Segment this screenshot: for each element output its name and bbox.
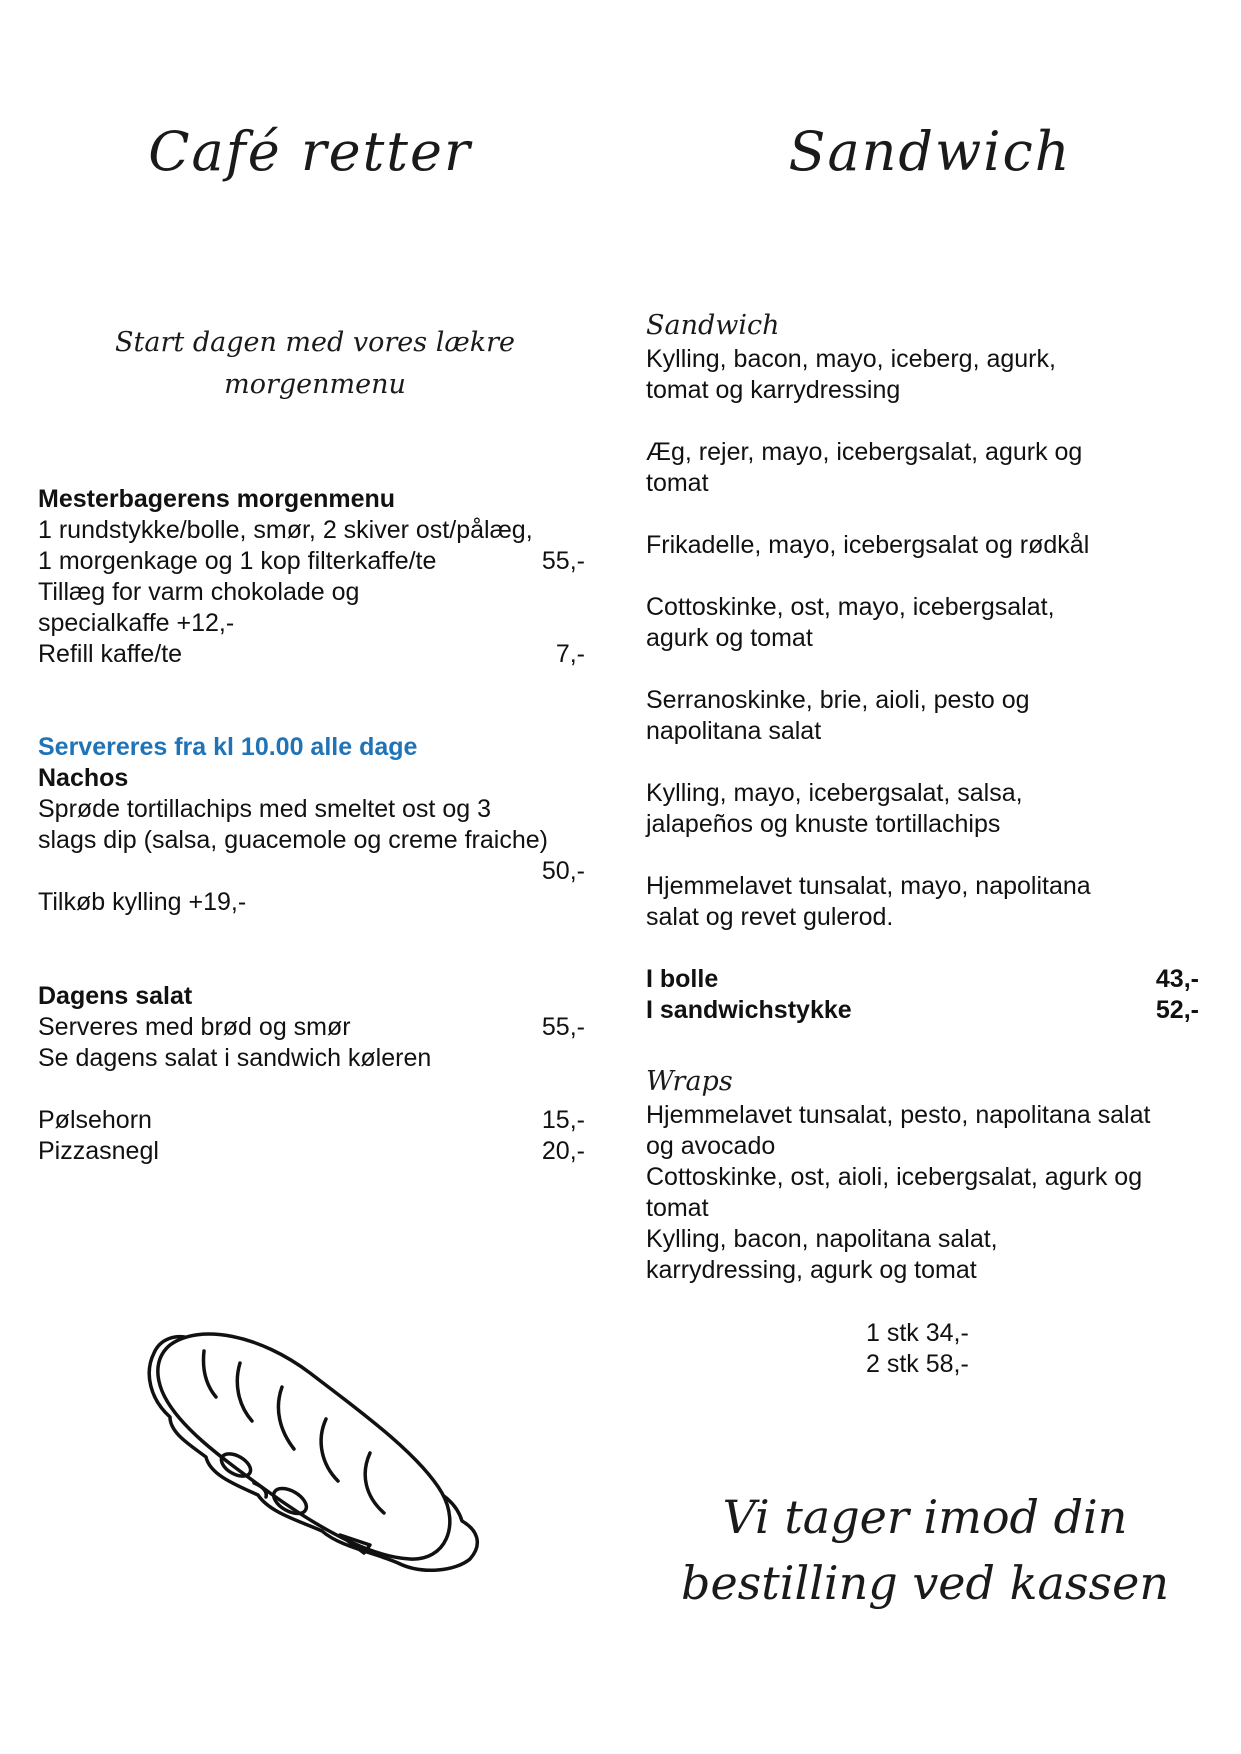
wrap-prices [866, 1318, 969, 1380]
spacer [646, 561, 1199, 592]
wrap-line: Hjemmelavet tunsalat, pesto, napolitana salat [646, 1101, 1151, 1129]
wrap-line: Cottoskinke, ost, aioli, icebergsalat, agurk og [646, 1163, 1143, 1191]
list-item [646, 871, 1199, 933]
list-item-line: Frikadelle, mayo, icebergsalat og rødkål [646, 531, 1090, 559]
order-notice-line-1: Vi tager imod din [722, 1490, 1128, 1544]
nachos-line-1: Sprøde tortillachips med smeltet ost og 3 [38, 795, 491, 823]
snack-row [38, 1136, 585, 1167]
sandwich-list [646, 344, 1199, 1026]
salad-section [38, 981, 585, 1167]
snack-name: Pizzasnegl [38, 1137, 159, 1165]
order-notice-line-2: bestilling ved kassen [681, 1556, 1169, 1610]
spacer [38, 1074, 585, 1105]
list-item-line: tomat [646, 469, 709, 497]
price-row-name: I bolle [646, 965, 719, 993]
intro-text [70, 322, 560, 406]
spacer [646, 654, 1199, 685]
list-item [646, 685, 1199, 747]
wrap-line: karrydressing, agurk og tomat [646, 1256, 977, 1284]
order-notice [630, 1484, 1220, 1616]
refill-price: 7,- [555, 640, 585, 668]
left-title: Café retter [148, 120, 472, 183]
list-item-line: agurk og tomat [646, 624, 813, 652]
wrap-line: Kylling, bacon, napolitana salat, [646, 1225, 998, 1253]
price-row [646, 964, 1199, 995]
price-row-value: 43,- [1155, 965, 1199, 993]
salad-line-1 [38, 1012, 585, 1043]
morning-line-2-text: 1 morgenkage og 1 kop filterkaffe/te [38, 547, 437, 575]
list-item-line: Kylling, bacon, mayo, iceberg, agurk, [646, 345, 1056, 373]
list-item [646, 530, 1199, 561]
spacer [646, 406, 1199, 437]
morning-menu [38, 484, 585, 670]
morning-line-4: specialkaffe +12,- [38, 609, 235, 637]
spacer [646, 499, 1199, 530]
nachos-section [38, 732, 585, 918]
snack-name: Pølsehorn [38, 1106, 152, 1134]
list-item-line: salat og revet gulerod. [646, 903, 894, 931]
nachos-heading: Nachos [38, 764, 129, 792]
snack-price: 20,- [541, 1137, 585, 1165]
right-title: Sandwich [788, 120, 1072, 183]
wrap-line: tomat [646, 1194, 709, 1222]
nachos-line-2: slags dip (salsa, guacemole og creme fraiche) [38, 826, 548, 854]
morning-line-3: Tillæg for varm chokolade og [38, 578, 360, 606]
nachos-extra: Tilkøb kylling +19,- [38, 888, 247, 916]
morning-heading: Mesterbagerens morgenmenu [38, 485, 396, 513]
wraps-list [646, 1100, 1206, 1286]
intro-line-1: Start dagen med vores lækre [115, 327, 515, 358]
salad-price: 55,- [541, 1013, 585, 1041]
list-item-line: jalapeños og knuste tortillachips [646, 810, 1001, 838]
list-item-line: tomat og karrydressing [646, 376, 901, 404]
refill-text: Refill kaffe/te [38, 640, 183, 668]
list-item-line: Kylling, mayo, icebergsalat, salsa, [646, 779, 1023, 807]
spacer [646, 747, 1199, 778]
list-item-line: Hjemmelavet tunsalat, mayo, napolitana [646, 872, 1091, 900]
list-item-line: napolitana salat [646, 717, 822, 745]
intro-line-2: morgenmenu [224, 369, 406, 400]
snack-row [38, 1105, 585, 1136]
price-row-value: 52,- [1155, 996, 1199, 1024]
wrap-line: og avocado [646, 1132, 776, 1160]
salad-heading: Dagens salat [38, 982, 193, 1010]
snack-price: 15,- [541, 1106, 585, 1134]
list-item [646, 344, 1199, 406]
list-item [646, 778, 1199, 840]
salad-line-2: Se dagens salat i sandwich køleren [38, 1044, 432, 1072]
list-item-line: Æg, rejer, mayo, icebergsalat, agurk og [646, 438, 1083, 466]
refill-row [38, 639, 585, 670]
nachos-price-row [38, 856, 585, 887]
spacer [646, 933, 1199, 964]
sandwich-illustration [140, 1325, 490, 1585]
salad-line-1-text: Serveres med brød og smør [38, 1013, 351, 1041]
morning-line-2 [38, 546, 585, 577]
list-item [646, 437, 1199, 499]
nachos-price: 50,- [541, 857, 585, 885]
wrap-price-2: 2 stk 58,- [866, 1350, 969, 1378]
morning-line-1: 1 rundstykke/bolle, smør, 2 skiver ost/pålæg, [38, 516, 533, 544]
served-from-text: Servereres fra kl 10.00 alle dage [38, 733, 418, 761]
wrap-price-1: 1 stk 34,- [866, 1319, 969, 1347]
spacer [646, 840, 1199, 871]
list-item-line: Serranoskinke, brie, aioli, pesto og [646, 686, 1030, 714]
list-item [646, 592, 1199, 654]
list-item-line: Cottoskinke, ost, mayo, icebergsalat, [646, 593, 1055, 621]
sandwich-heading: Sandwich [646, 310, 780, 341]
morning-price: 55,- [541, 547, 585, 575]
price-row [646, 995, 1199, 1026]
wraps-heading: Wraps [646, 1066, 733, 1097]
price-row-name: I sandwichstykke [646, 996, 852, 1024]
